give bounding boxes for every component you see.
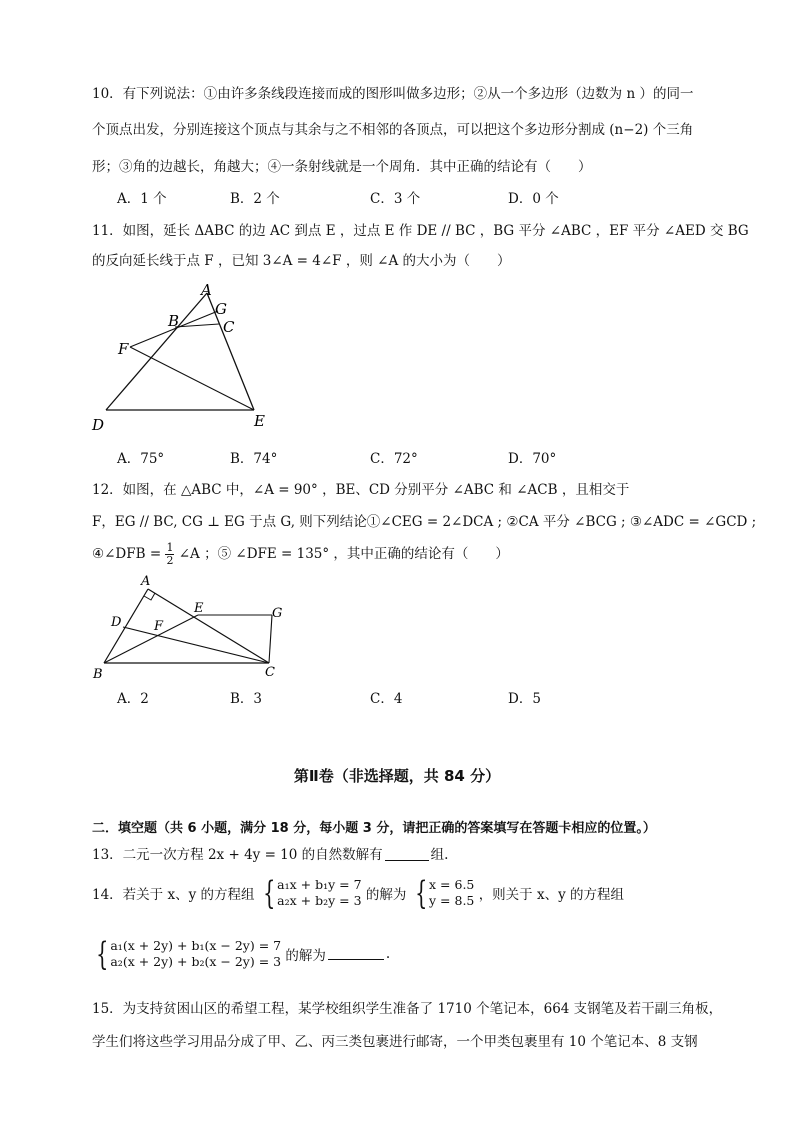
q14-suffix: ，则关于 x、y 的方程组 xyxy=(478,887,625,903)
q12-line2: F，EG // BC, CG ⊥ EG 于点 G, 则下列结论①∠CEG = 2∠DCA ; ②CA 平分 ∠BCG ; ③∠ADC = ∠GCD ; xyxy=(92,514,757,530)
q11-label-f: F xyxy=(118,340,129,358)
q12-option-c: C．4 xyxy=(370,691,403,707)
q14-answer-blank[interactable] xyxy=(328,959,384,960)
q11-label-e: E xyxy=(254,412,265,430)
q10-option-d: D．0 个 xyxy=(508,191,559,207)
q14-sys2-a: a₁(x + 2y) + b₁(x − 2y) = 7 xyxy=(110,938,282,953)
q14-prefix: 14．若关于 x、y 的方程组 xyxy=(92,887,255,903)
q11-line2: 的反向延长线于点 F ，已知 3∠A = 4∠F ，则 ∠A 的大小为（ ） xyxy=(92,253,511,269)
q14-end: . xyxy=(385,946,391,962)
q14-brace-1: { xyxy=(262,874,276,912)
q14-sol-a: x = 6.5 xyxy=(429,877,475,892)
q12-edge-ac xyxy=(148,589,269,663)
q11-label-c: C xyxy=(223,318,235,336)
q11-label-a: A xyxy=(201,281,212,299)
q12-frac-num: 1 xyxy=(166,541,174,554)
q12-option-d: D．5 xyxy=(508,691,541,707)
q10-line1: 10．有下列说法：①由许多条线段连接而成的图形叫做多边形；②从一个多边形（边数为 n ）的同一 xyxy=(92,86,694,102)
q12-label-f: F xyxy=(154,619,164,634)
q12-label-a: A xyxy=(141,574,151,589)
q11-label-g: G xyxy=(215,300,227,318)
q14-line1 xyxy=(92,874,625,912)
q14-line2 xyxy=(92,935,391,973)
q14-system-2 xyxy=(110,938,281,970)
q11-figure xyxy=(88,280,288,440)
q12-line3-a: ④∠DFB = xyxy=(92,546,162,562)
q13-answer-blank[interactable] xyxy=(385,860,429,861)
q11-line1: 11．如图，延长 ΔABC 的边 AC 到点 E ，过点 E 作 DE // BC ，BG 平分 ∠ABC ，EF 平分 ∠AED 交 BG xyxy=(92,223,749,239)
q11-label-b: B xyxy=(168,312,180,330)
q14-sys1-b: a₂x + b₂y = 3 xyxy=(277,893,362,908)
q10-line3: 形；③角的边越长，角越大；④一条射线就是一个周角．其中正确的结论有（ ） xyxy=(92,159,592,175)
q11-option-d: D．70° xyxy=(508,451,557,467)
q12-label-g: G xyxy=(272,606,283,621)
q14-tail: 的解为 xyxy=(285,948,326,964)
q11-option-b: B．74° xyxy=(230,451,278,467)
q13-text-b: 组. xyxy=(430,847,449,863)
q12-line1: 12．如图，在 △ABC 中，∠A = 90° ，BE、CD 分别平分 ∠ABC 和 ∠ACB ，且相交于 xyxy=(92,482,630,498)
q14-sol-b: y = 8.5 xyxy=(429,893,475,908)
q12-option-b: B．3 xyxy=(230,691,263,707)
q11-option-a: A．75° xyxy=(117,451,165,467)
q12-label-c: C xyxy=(265,665,275,680)
q10-line2: 个顶点出发，分别连接这个顶点与其余与之不相邻的各顶点，可以把这个多边形分割成 (n−2) 个三角 xyxy=(92,122,694,138)
q15-line2: 学生们将这些学习用品分成了甲、乙、丙三类包裹进行邮寄，一个甲类包裹里有 10 个笔记本、8 支钢 xyxy=(92,1034,698,1050)
q11-option-c: C．72° xyxy=(370,451,418,467)
q12-figure xyxy=(88,572,288,684)
q10-option-b: B．2 个 xyxy=(230,191,280,207)
section-heading: 二．填空题（共 6 小题，满分 18 分，每小题 3 分，请把正确的答案填写在答题卡相应的位置。） xyxy=(92,821,656,836)
q12-edge-cd xyxy=(123,627,269,663)
q12-label-e: E xyxy=(194,601,204,616)
q10-option-a: A．1 个 xyxy=(117,191,167,207)
q11-edge-fe xyxy=(130,347,254,410)
q12-label-d: D xyxy=(111,615,122,630)
q11-label-d: D xyxy=(92,416,105,434)
q13-line xyxy=(92,843,448,863)
q12-edge-cg xyxy=(269,615,272,663)
q12-option-a: A．2 xyxy=(117,691,149,707)
q15-line1: 15．为支持贫困山区的希望工程，某学校组织学生准备了 1710 个笔记本，664 支钢笔及若干副三角板， xyxy=(92,1001,723,1017)
q14-brace-2: { xyxy=(414,874,427,912)
q13-text-a: 13．二元一次方程 2x + 4y = 10 的自然数解有 xyxy=(92,847,383,863)
q12-line3 xyxy=(92,542,509,567)
q12-label-b: B xyxy=(93,667,103,682)
q10-option-c: C．3 个 xyxy=(370,191,421,207)
q14-sys1-a: a₁x + b₁y = 7 xyxy=(277,877,362,892)
q12-half-fraction xyxy=(165,542,174,567)
q12-line3-b: ∠A ；⑤ ∠DFE = 135° ，其中正确的结论有（ ） xyxy=(178,546,509,562)
q14-mid: 的解为 xyxy=(365,887,407,903)
q14-brace-3: { xyxy=(96,935,109,973)
q14-solution xyxy=(429,877,474,909)
q14-sys2-b: a₂(x + 2y) + b₂(x − 2y) = 3 xyxy=(110,954,282,969)
section-title: 第Ⅱ卷（非选择题，共 84 分） xyxy=(293,767,501,785)
q14-system-1 xyxy=(277,877,361,909)
q12-frac-den: 2 xyxy=(166,554,174,567)
